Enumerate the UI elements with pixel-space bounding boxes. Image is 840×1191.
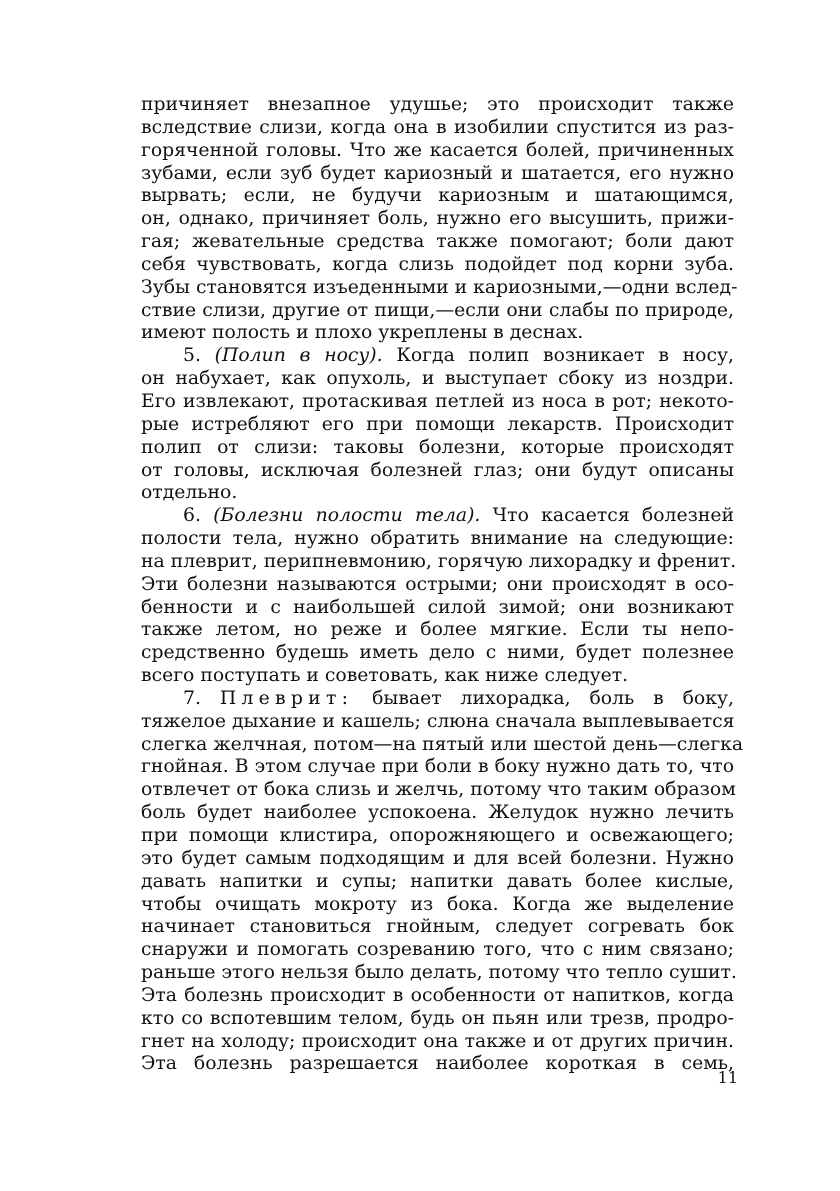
text-line	[141, 825, 734, 848]
text-run: 7.	[183, 687, 220, 709]
text-line	[141, 642, 734, 665]
text-line	[141, 756, 734, 779]
text-line	[141, 597, 734, 620]
text-run: 6.	[183, 505, 214, 527]
text-line	[141, 231, 734, 254]
text-run: кто со вспотевшим телом, будь он пьян или трезв, продро-	[141, 1007, 734, 1029]
text-line	[141, 460, 734, 483]
text-line	[141, 619, 734, 642]
text-line	[141, 94, 734, 117]
text-run: слегка желчная, потом—на пятый или шестой день—слегка	[141, 733, 744, 755]
text-run: отдельно.	[141, 482, 238, 504]
text-run: от головы, исключая болезней глаз; они будут описаны	[141, 459, 734, 481]
text-line	[141, 871, 734, 894]
text-run: чтобы очищать мокроту из бока. Когда же выделение	[141, 893, 734, 915]
text-line	[141, 528, 734, 551]
text-run: при помощи клистира, опорожняющего и освежающего;	[141, 825, 734, 846]
text-run: ствие слизи, другие от пищи,—если они слабы по природе,	[141, 299, 734, 321]
text-run: 5.	[183, 345, 215, 367]
text-run: себя чувствовать, когда слизь подойдет под корни зуба.	[141, 253, 734, 275]
text-line	[141, 779, 734, 802]
text-line	[141, 665, 734, 688]
text-run: на плеврит, перипневмонию, горячую лихорадку и френит.	[141, 550, 737, 572]
text-run: снаружи и помогать созреванию того, что с ним связано;	[141, 939, 734, 961]
text-run: он набухает, как опухоль, и выступает сбоку из ноздри.	[141, 368, 734, 390]
text-run: гнет на холоду; происходит она также и от других причин.	[141, 1030, 734, 1052]
text-run: Его извлекают, протаскивая петлей из носа в рот; некото-	[141, 390, 734, 412]
text-run: вырвать; если, не будучи кариозным и шатающимся,	[141, 185, 734, 207]
text-run: гнойная. В этом случае при боли в боку нужно дать то, что	[141, 756, 734, 778]
text-run: также летом, но реже и более мягкие. Если ты непо-	[141, 619, 734, 641]
text-line	[141, 163, 734, 186]
text-line	[141, 208, 734, 231]
text-line	[141, 1008, 734, 1031]
text-line	[141, 1053, 734, 1076]
text-run: всего поступать и советовать, как ниже следует.	[141, 665, 629, 687]
text-run: это будет самым подходящим и для всей болезни. Нужно	[141, 847, 734, 869]
text-line	[141, 962, 737, 985]
text-run: полип от слизи: таковы болезни, которые происходят	[141, 436, 734, 458]
text-run: начинает становиться гнойным, следует согревать бок	[141, 916, 734, 938]
text-line	[141, 894, 734, 917]
text-run: гая; жевательные средства также помогают; боли дают	[141, 231, 734, 253]
text-line	[141, 802, 734, 825]
text-run: причиняет внезапное удушье; это происходит также	[141, 94, 734, 115]
text-line	[141, 688, 734, 711]
text-line	[141, 185, 734, 208]
text-run: бенности и с наибольшей силой зимой; они возникают	[141, 596, 734, 618]
text-line	[141, 391, 734, 414]
text-run: имеют полость и плохо укреплены в деснах.	[141, 322, 584, 344]
section-heading: (Болезни полости тела).	[213, 505, 481, 527]
text-run: средственно будешь иметь дело с ними, будет полезнее	[141, 642, 734, 664]
text-line	[141, 300, 734, 323]
text-run: Эта болезнь разрешается наиболее короткая в семь,	[141, 1053, 734, 1075]
text-run: горяченной головы. Что же касается болей, причиненных	[141, 139, 734, 161]
text-run: Что касается болезней	[480, 505, 734, 527]
text-line	[141, 322, 734, 345]
text-line	[141, 140, 734, 163]
text-line	[141, 254, 734, 277]
text-run: Эти болезни называются острыми; они происходят в осо-	[141, 573, 734, 595]
text-line	[141, 939, 734, 962]
text-run: боль будет наиболее успокоена. Желудок нужно лечить	[141, 802, 734, 824]
text-line	[141, 916, 734, 939]
text-line	[141, 437, 734, 460]
text-line	[141, 345, 734, 368]
text-run: рые истребляют его при помощи лекарств. Происходит	[141, 413, 734, 435]
page-number: 11	[717, 1068, 738, 1087]
text-line	[141, 711, 734, 734]
text-line	[141, 117, 734, 140]
text-run: раньше этого нельзя было делать, потому что тепло сушит.	[141, 962, 737, 984]
text-line	[141, 276, 738, 300]
text-line	[141, 414, 734, 437]
text-run: тяжелое дыхание и кашель; слюна сначала выплевывается	[141, 710, 735, 732]
text-run: вследствие слизи, когда она в изобилии спустится из раз-	[141, 116, 734, 138]
text-run: Эта болезнь происходит в особенности от напитков, когда	[141, 984, 734, 1006]
text-line	[141, 550, 737, 574]
text-run: Зубы становятся изъеденными и кариозными,—одни вслед-	[141, 276, 738, 298]
text-line	[141, 733, 744, 757]
text-run: давать напитки и супы; напитки давать более кислые,	[141, 870, 734, 892]
text-line	[141, 1031, 734, 1054]
page-text	[141, 94, 744, 1076]
text-line	[141, 985, 734, 1008]
text-run: Когда полип возникает в носу,	[382, 345, 734, 367]
spaced-term: Плеврит:	[219, 687, 354, 709]
text-run: зубами, если зуб будет кариозный и шатается, его нужно	[141, 162, 734, 184]
section-heading: (Полип в носу).	[214, 345, 383, 367]
text-run: полости тела, нужно обратить внимание на следующие:	[141, 528, 734, 550]
text-run: отвлечет от бока слизь и желчь, потому что таким образом	[141, 779, 736, 801]
text-line	[141, 574, 734, 597]
text-line	[141, 505, 734, 528]
text-run: он, однако, причиняет боль, нужно его высушить, прижи-	[141, 208, 734, 230]
text-line	[141, 848, 734, 871]
text-run: бывает лихорадка, боль в боку,	[353, 687, 735, 709]
text-line	[141, 482, 734, 505]
text-line	[141, 368, 734, 391]
